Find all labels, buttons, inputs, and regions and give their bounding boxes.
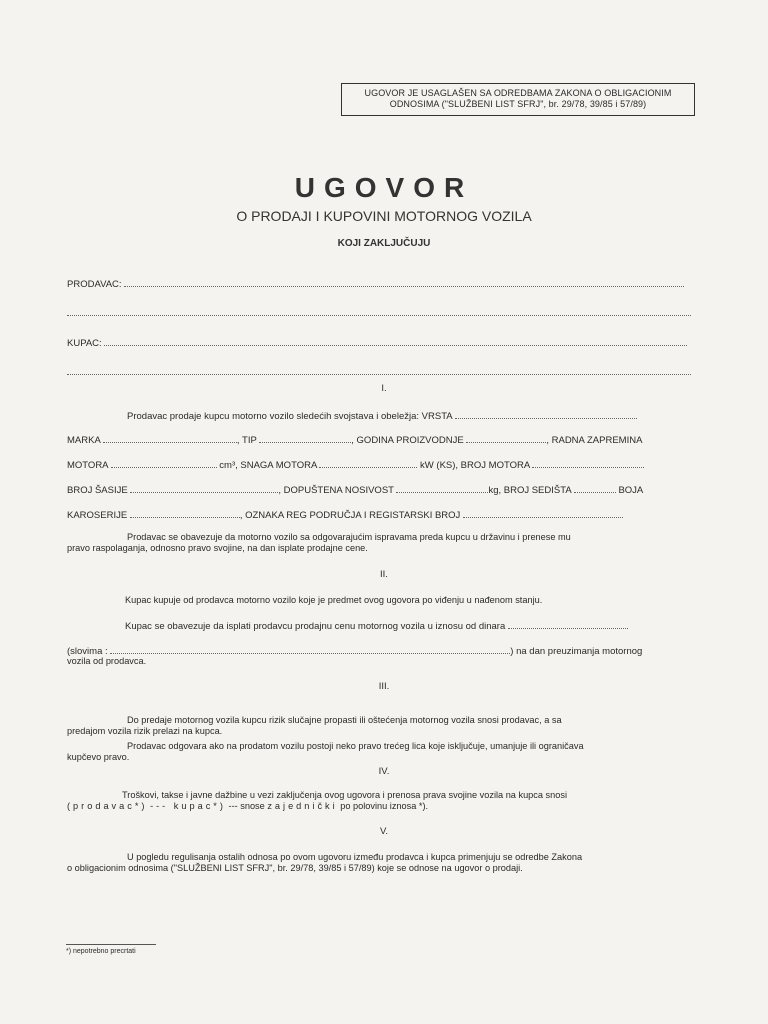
tip-field[interactable] xyxy=(259,433,351,443)
seller-field[interactable] xyxy=(124,277,684,287)
vehicle-type-row xyxy=(127,409,697,423)
law-line-1: U pogledu regulisanja ostalih odnosa po ovom ugovoru između prodavca i kupca primenjuju se odredbe Zakona xyxy=(127,852,583,862)
motora-label: MOTORA xyxy=(67,460,108,471)
radna-label: , RADNA ZAPREMINA xyxy=(546,435,643,446)
buyer-label: KUPAC: xyxy=(67,338,102,349)
liability-line-2: kupčevo pravo. xyxy=(67,752,130,762)
marka-row xyxy=(67,433,699,447)
nosivost-label: , DOPUŠTENA NOSIVOST xyxy=(278,485,394,496)
sasija-field[interactable] xyxy=(130,483,278,493)
obligation-line-2: pravo raspolaganja, odnosno pravo svojine, na dan isplate prodajne cene. xyxy=(67,543,368,553)
karoserije-row xyxy=(67,508,699,522)
section-3-number: III. xyxy=(378,681,390,692)
section-1-number: I. xyxy=(381,383,387,394)
marka-field[interactable] xyxy=(103,433,237,443)
buyer-field[interactable] xyxy=(104,336,687,346)
godina-label: , GODINA PROIZVODNJE xyxy=(351,435,464,446)
document-subsubtitle: KOJI ZAKLJUČUJU xyxy=(337,238,431,249)
buyer-row-2 xyxy=(67,365,695,379)
notice-line-2: ODNOSIMA ("SLUŽBENI LIST SFRJ", br. 29/78, 39/85 i 57/89) xyxy=(389,99,647,109)
seller-field-2[interactable] xyxy=(67,306,691,316)
risk-line-2: predajom vozila rizik prelazi na kupca. xyxy=(67,726,223,736)
option-kupac[interactable]: --- kupac*) xyxy=(150,801,226,811)
seller-row xyxy=(67,277,695,291)
karoserije-label: KAROSERIJE xyxy=(67,510,128,521)
snaga-field[interactable] xyxy=(319,458,417,468)
notice-line-1: UGOVOR JE USAGLAŠEN SA ODREDBAMA ZAKONA O OBLIGACIONIM xyxy=(364,88,672,98)
obligation-line-1: Prodavac se obavezuje da motorno vozilo sa odgovarajućim ispravama preda kupcu u državinu i prenese mu xyxy=(127,532,571,542)
vrsta-field[interactable] xyxy=(455,409,637,419)
option-zajednicki[interactable]: zajednički xyxy=(267,801,338,811)
godina-field[interactable] xyxy=(466,433,546,443)
section-2-number: II. xyxy=(380,569,388,580)
costs-line-1: Troškovi, takse i javne dažbine u vezi zaključenja ovog ugovora i prenosa prava svojine vozila na kupca snosi xyxy=(122,790,567,800)
sasija-row xyxy=(67,483,699,497)
risk-line-1: Do predaje motornog vozila kupcu rizik slučajne propasti ili oštećenja motornog vozila snosi prodavac, a sa xyxy=(127,715,562,725)
option-snose: --- snose xyxy=(228,801,265,811)
price-field[interactable] xyxy=(508,619,628,629)
nosivost-field[interactable] xyxy=(396,483,488,493)
legal-notice-box xyxy=(341,83,695,116)
vehicle-intro: Prodavac prodaje kupcu motorno vozilo sledećih svojstava i obeležja: VRSTA xyxy=(127,411,453,422)
slovima-field[interactable] xyxy=(110,644,510,654)
seller-row-2 xyxy=(67,306,695,320)
slovima-label: (slovima : xyxy=(67,646,108,657)
section-4-number: IV. xyxy=(378,766,390,777)
zapremina-field[interactable] xyxy=(111,458,217,468)
slovima-end: ) na dan preuzimanja motornog xyxy=(510,646,643,657)
price-text: Kupac se obavezuje da isplati prodavcu prodajnu cenu motornog vozila u iznosu od dinara xyxy=(125,621,506,632)
tip-label: , TIP xyxy=(236,435,257,446)
footnote-divider xyxy=(66,944,156,945)
sedista-field[interactable] xyxy=(574,483,616,493)
slovima-line-2: vozila od prodavca. xyxy=(67,656,147,666)
section-3-p1 xyxy=(67,715,699,737)
marka-label: MARKA xyxy=(67,435,101,446)
oznaka-label: , OZNAKA REG PODRUČJA I REGISTARSKI BROJ xyxy=(239,510,461,521)
law-line-2: o obligacionim odnosima ("SLUŽBENI LIST SFRJ", br. 29/78, 39/85 i 57/89) koje se odnose na ugovor o prodaji. xyxy=(67,863,523,873)
boja-label: BOJA xyxy=(618,485,644,496)
document-title: UGOVOR xyxy=(294,172,474,203)
sasija-label: BROJ ŠASIJE xyxy=(67,485,128,496)
liability-line-1: Prodavac odgovara ako na prodatom vozilu postoji neko pravo trećeg lica koje isključuje, umanjuje ili ograničava xyxy=(127,741,584,751)
reg-broj-field[interactable] xyxy=(463,508,623,518)
costs-line-2 xyxy=(67,801,699,812)
broj-motora-field[interactable] xyxy=(532,458,644,468)
section-4-text xyxy=(67,790,699,812)
boja-field[interactable] xyxy=(130,508,240,518)
document-subtitle: O PRODAJI I KUPOVINI MOTORNOG VOZILA xyxy=(236,208,532,224)
price-row xyxy=(125,619,697,633)
section-1-obligation xyxy=(67,532,697,554)
section-5-text xyxy=(67,852,699,874)
seller-label: PRODAVAC: xyxy=(67,279,122,290)
section-5-number: V. xyxy=(379,826,389,837)
option-prodavac[interactable]: (prodavac*) xyxy=(67,801,148,811)
buyer-field-2[interactable] xyxy=(67,365,691,375)
motora-row xyxy=(67,458,699,472)
kg-label: kg, BROJ SEDIŠTA xyxy=(488,485,572,496)
footnote: *) nepotrebno precrtati xyxy=(66,948,136,955)
option-polovina: po polovinu iznosa *). xyxy=(340,801,429,811)
kw-label: kW (KS), BROJ MOTORA xyxy=(420,460,530,471)
section-3-p2 xyxy=(67,741,699,763)
section-2-p1: Kupac kupuje od prodavca motorno vozilo koje je predmet ovog ugovora po viđenju u nađenom stanju. xyxy=(125,595,543,605)
buyer-row xyxy=(67,336,695,350)
cm3-label: cm³, SNAGA MOTORA xyxy=(219,460,317,471)
